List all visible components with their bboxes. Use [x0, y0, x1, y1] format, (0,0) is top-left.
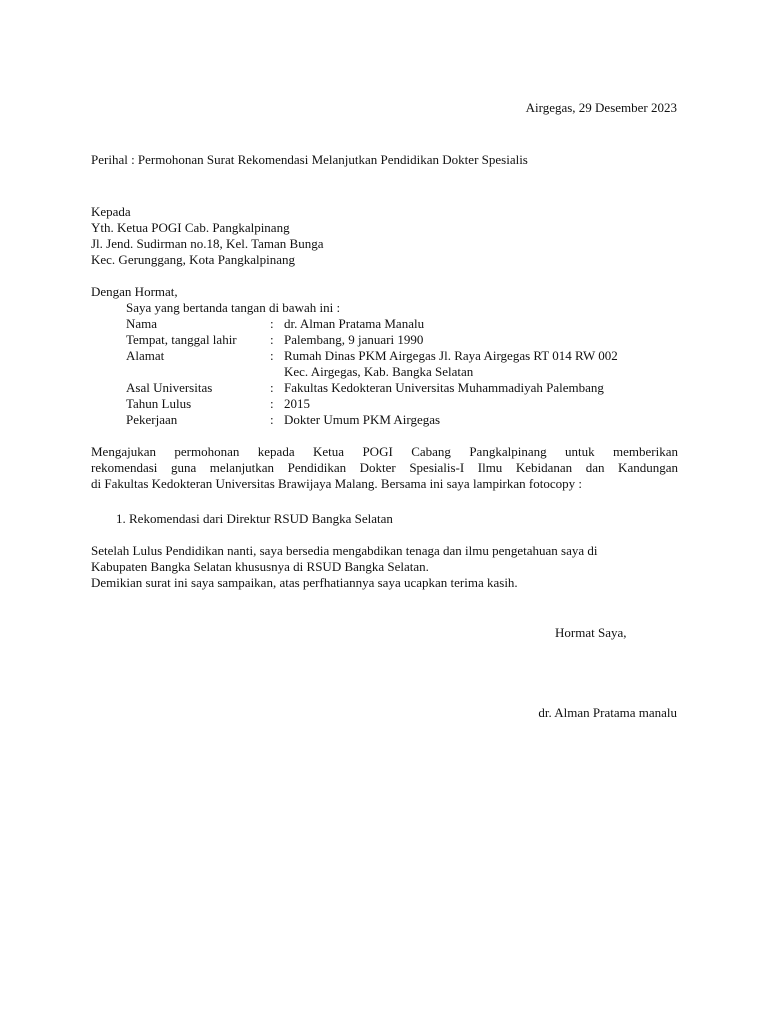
- detail-value-line: Palembang, 9 januari 1990: [284, 332, 424, 347]
- paragraph-line: rekomendasi guna melanjutkan Pendidikan Dokter Spesialis-I Ilmu Kebidanan dan Kandungan: [91, 460, 678, 475]
- detail-label: Tempat, tanggal lahir: [126, 332, 237, 347]
- detail-colon: :: [270, 396, 274, 411]
- paragraph-line: Demikian surat ini saya sampaikan, atas perfhatiannya saya ucapkan terima kasih.: [91, 575, 518, 590]
- detail-value-line: Dokter Umum PKM Airgegas: [284, 412, 441, 427]
- detail-row-universitas: [126, 380, 618, 396]
- detail-value-line: Fakultas Kedokteran Universitas Muhammadiyah Palembang: [284, 380, 604, 395]
- detail-value-line: dr. Alman Pratama Manalu: [284, 316, 425, 331]
- closing-paragraph: [91, 543, 598, 591]
- detail-label: Alamat: [126, 348, 165, 363]
- recipient-line: Jl. Jend. Sudirman no.18, Kel. Taman Bunga: [91, 236, 324, 251]
- detail-value: [284, 348, 618, 380]
- recipient-block: [91, 204, 323, 268]
- recipient-line: Yth. Ketua POGI Cab. Pangkalpinang: [91, 220, 290, 235]
- detail-label: Tahun Lulus: [126, 396, 192, 411]
- recipient-line: Kec. Gerunggang, Kota Pangkalpinang: [91, 252, 295, 267]
- detail-colon: :: [270, 332, 274, 347]
- paragraph-line: Kabupaten Bangka Selatan khususnya di RSUD Bangka Selatan.: [91, 559, 429, 574]
- attachment-list: [116, 511, 393, 527]
- detail-row-ttl: [126, 332, 618, 348]
- detail-colon: :: [270, 380, 274, 395]
- detail-label: Asal Universitas: [126, 380, 213, 395]
- paragraph-line: di Fakultas Kedokteran Universitas Brawijaya Malang. Bersama ini saya lampirkan fotocopy :: [91, 476, 582, 491]
- signatory-name: dr. Alman Pratama manalu: [538, 705, 677, 720]
- attachment-item: 1. Rekomendasi dari Direktur RSUD Bangka Selatan: [116, 511, 393, 526]
- detail-label: Pekerjaan: [126, 412, 178, 427]
- detail-row-tahun-lulus: [126, 396, 618, 412]
- detail-row-pekerjaan: [126, 412, 618, 428]
- recipient-line: Kepada: [91, 204, 131, 219]
- detail-value-line: 2015: [284, 396, 310, 411]
- detail-value: [284, 316, 424, 332]
- detail-colon: :: [270, 348, 274, 363]
- applicant-details: [126, 316, 618, 428]
- closing-salutation: Hormat Saya,: [555, 625, 627, 640]
- paragraph-line: Setelah Lulus Pendidikan nanti, saya bersedia mengabdikan tenaga dan ilmu pengetahuan saya di: [91, 543, 598, 558]
- detail-value-line: Rumah Dinas PKM Airgegas Jl. Raya Airgegas RT 014 RW 002: [284, 348, 618, 363]
- greeting: Dengan Hormat,: [91, 284, 178, 299]
- letter-subject: Perihal : Permohonan Surat Rekomendasi Melanjutkan Pendidikan Dokter Spesialis: [91, 152, 528, 167]
- paragraph-line: Mengajukan permohonan kepada Ketua POGI Cabang Pangkalpinang untuk memberikan: [91, 444, 678, 459]
- detail-label: Nama: [126, 316, 158, 331]
- intro-line: Saya yang bertanda tangan di bawah ini :: [126, 300, 341, 315]
- detail-value: [284, 332, 423, 348]
- detail-colon: :: [270, 316, 274, 331]
- request-paragraph: [91, 444, 678, 492]
- detail-value-line: Kec. Airgegas, Kab. Bangka Selatan: [284, 364, 474, 379]
- detail-colon: :: [270, 412, 274, 427]
- detail-value: [284, 380, 604, 396]
- detail-row-nama: [126, 316, 618, 332]
- detail-value: [284, 396, 310, 412]
- letter-date: Airgegas, 29 Desember 2023: [525, 100, 677, 115]
- detail-row-alamat: [126, 348, 618, 380]
- detail-value: [284, 412, 440, 428]
